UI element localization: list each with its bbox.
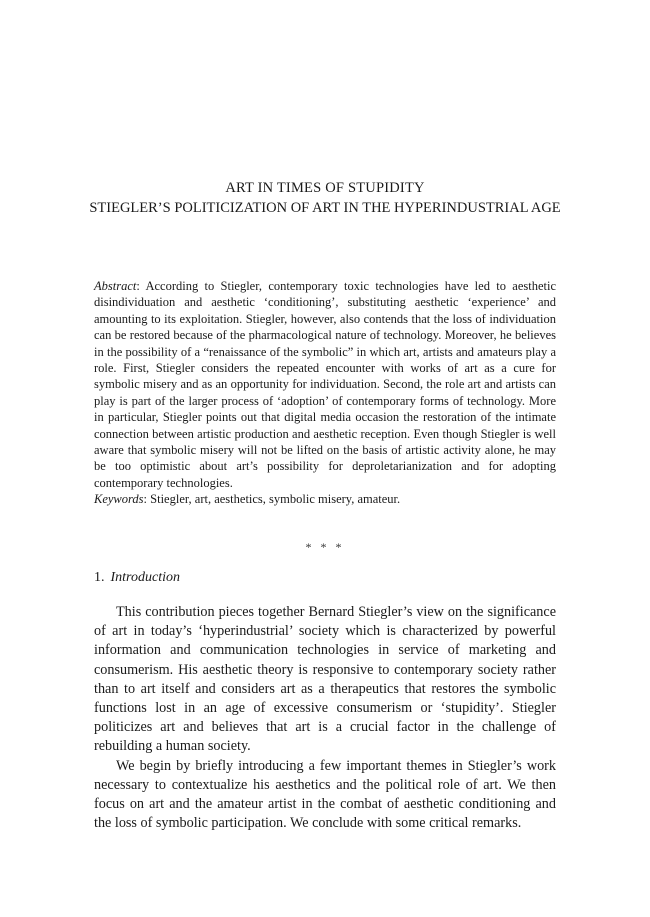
section-heading: [94, 570, 180, 586]
keywords-text: : Stiegler, art, aesthetics, symbolic misery, amateur.: [143, 492, 401, 507]
keywords-label: Keywords: [94, 492, 144, 507]
abstract-label: Abstract: [94, 279, 137, 293]
abstract-text: : According to Stiegler, contemporary toxic technologies have led to aesthetic disindividuation and aesthetic ‘conditioning’, substituting aesthetic ‘experience’ and amounting to its exploitation. Stiegler, however, also contends that the loss of individuation can be restored because of the pharmacological nature of technology. Moreover, he believes in the possibility of a “renaissance of the symbolic” in which art, artists and amateurs play a role. First, Stiegler considers the repeated encounter with works of art as a cure for symbolic misery and as an opportunity for individuation. Second, the role art and artists can play is part of the larger process of ‘adoption’ of contemporary forms of technology. More in particular, Stiegler points out that digital media occasion the restoration of the intimate connection between artistic production and aesthetic reception. Even though Stiegler is well aware that symbolic misery will not be lifted on the basis of artistic activity alone, he may be too optimistic about art’s possibility for deproletarianization and for adopting contemporary technologies.: [94, 279, 556, 490]
paper-title: ART IN TIMES OF STUPIDITY: [225, 180, 425, 196]
section-title: Introduction: [110, 570, 180, 585]
paper-subtitle: STIEGLER’S POLITICIZATION OF ART IN THE HYPERINDUSTRIAL AGE: [89, 200, 561, 216]
abstract-paragraph: [94, 278, 556, 491]
section-number: 1.: [94, 570, 105, 585]
abstract-section: [94, 278, 556, 508]
body-paragraph-2: We begin by briefly introducing a few important themes in Stiegler’s work necessary to contextualize his aesthetics and the political role of art. We then focus on art and the amateur artist in the combat of aesthetic conditioning and the loss of symbolic participation. We conclude with some critical remarks.: [94, 757, 556, 832]
keywords-paragraph: [94, 491, 556, 507]
body-text: [94, 603, 556, 833]
section-separator: * * *: [305, 540, 345, 554]
title-block: [0, 178, 650, 218]
body-paragraph-1: This contribution pieces together Bernard Stiegler’s view on the significance of art in today’s ‘hyperindustrial’ society which is characterized by powerful information and communication technologies in service of marketing and consumerism. His aesthetic theory is responsive to contemporary society rather than to art itself and considers art as a therapeutics that restores the symbolic functions lost in an age of excessive consumerism or ‘stupidity’. Stiegler politicizes art and believes that art is a crucial factor in the challenge of rebuilding a human society.: [94, 604, 556, 755]
